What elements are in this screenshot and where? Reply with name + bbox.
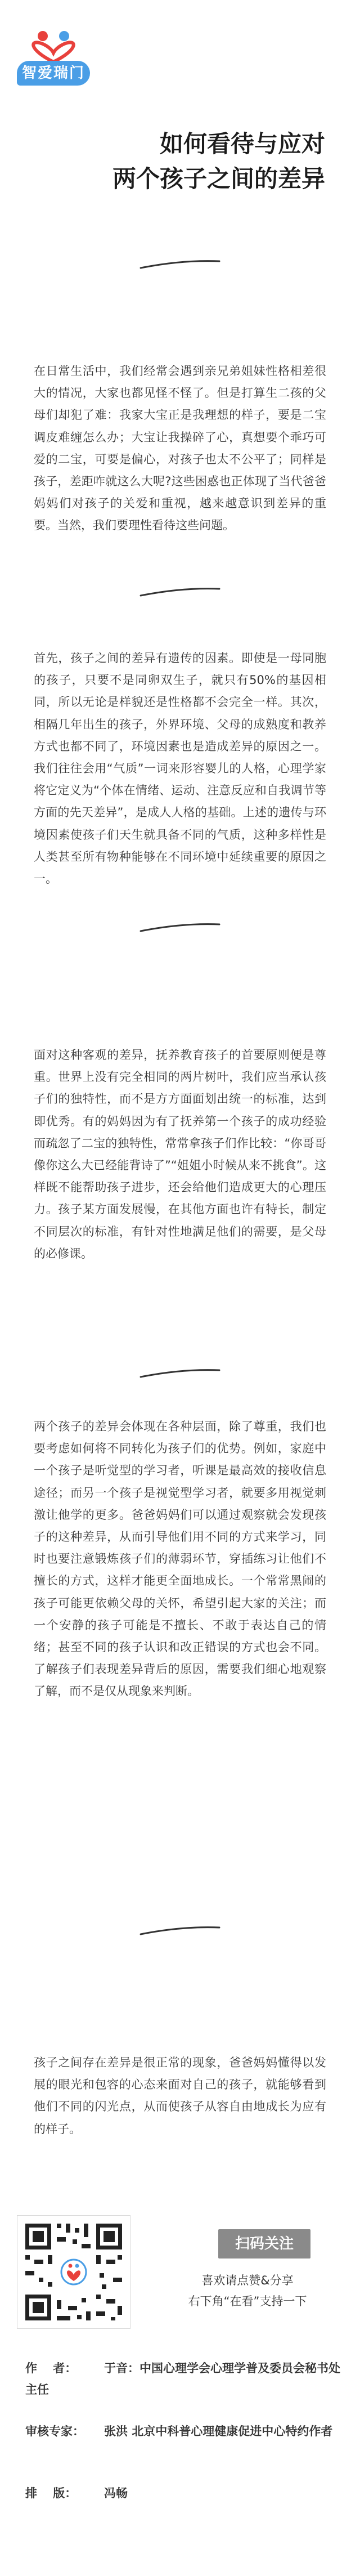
title-line-1: 如何看待与应对 [159, 130, 325, 158]
divider-swoosh [0, 581, 360, 603]
paragraph-conclusion: 孩子之间存在差异是很正常的现象，爸爸妈妈懂得以发展的眼光和包容的心态来面对自己的孩子，就能够看到他们不同的闪光点，从而使孩子从容自由地成长为应有的样子。 [34, 2056, 326, 2136]
scan-follow-badge: 扫码关注 [218, 2229, 310, 2259]
credit-reviewer [25, 2421, 340, 2442]
credit-layout [25, 2483, 340, 2504]
credit-author [25, 2358, 340, 2400]
divider-swoosh [0, 916, 360, 939]
paragraph-advantages: 两个孩子的差异会体现在各种层面，除了尊重，我们也要考虑如何将不同转化为孩子们的优势。例如，家庭中一个孩子是听觉型的学习者，听课是最高效的接收信息途径；而另一个孩子是视觉型学习者，就要多用视觉刺激让他学的更多。爸爸妈妈们可以通过观察就会发现孩子的这种差异，从而引导他们用不同的方式来学习，同时也要注意锻炼孩子们的薄弱环节，穿插练习让他们不擅长的方式，这样才能更全面地成长。一个常常黑闹的孩子可能更依赖父母的关怀，希望引起大家的关注；而一个安静的孩子可能是不擅长、不敢于表达自己的情绪；甚至不同的孩子认识和改正错误的方式也会不同。了解孩子们表现差异背后的原因，需要我们细心地观察了解，而不是仅从现象来判断。 [34, 1420, 326, 1698]
credit-reviewer-value: 张洪 北京中科普心理健康促进中心特约作者 [104, 2425, 333, 2438]
logo-text: 智爱瑞门 [17, 61, 90, 86]
qr-code-icon [17, 2216, 130, 2328]
qr-code[interactable] [17, 2215, 130, 2329]
credit-author-value: 于音：中国心理学会心理学普及委员会秘书处主任 [25, 2362, 340, 2396]
watch-support-text: 右下角“在看”支持一下 [188, 2295, 307, 2308]
paragraph-respect: 面对这种客观的差异，抚养教育孩子的首要原则便是尊重。世界上没有完全相同的两片树叶，我们应当承认孩子们的独特性，而不是方方面面划出统一的标准，达到即优秀。有的妈妈因为有了抚养第一个孩子的成功经验而疏忽了二宝的独特性，常常拿孩子们作比较：“你哥哥像你这么大已经能背诗了”“姐姐小时候从来不挑食”。这样既不能帮助孩子进步，还会给他们造成更大的心理压力。孩子某方面发展慢，在其他方面也许有特长，制定不同层次的标准，有针对性地满足他们的需要，是父母的必修课。 [34, 1048, 326, 1260]
title-line-2: 两个孩子之间的差异 [112, 165, 325, 193]
credit-reviewer-label: 审核专家： [25, 2425, 84, 2438]
paragraph-intro: 在日常生活中，我们经常会遇到亲兄弟姐妹性格相差很大的情况，大家也都见怪不怪了。但是打算生二孩的父母们却犯了难：我家大宝正是我理想的样子，要是二宝调皮难缠怎么办；大宝让我操碎了心，真想要个乖巧可爱的二宝，可要是偏心，对孩子也太不公平了；同样是孩子，差距咋就这么大呢?这些困惑也正体现了当代爸爸妈妈们对孩子的关爱和重视，越来越意识到差异的重要。当然，我们要理性看待这些问题。 [34, 364, 326, 533]
divider-swoosh [0, 253, 360, 276]
paragraph-causes: 首先，孩子之间的差异有遗传的因素。即使是一母同胞的孩子，只要不是同卵双生子，就只有50%的基因相同，所以无论是样貌还是性格都不会完全一样。其次，相隔几年出生的孩子，外界环境、父母的成熟度和教养方式也都不同了，环境因素也是造成差异的原因之一。我们往往会用“气质”一词来形容婴儿的人格，心理学家将它定义为“个体在情绪、运动、注意反应和自我调节等方面的先天差异”，是成人人格的基础。上述的遗传与环境因素使孩子们天生就具备不同的气质，这种多样性是人类甚至所有物种能够在不同环境中延续重要的原因之一。 [34, 651, 326, 886]
divider-swoosh [0, 1362, 360, 1385]
article-title [112, 127, 325, 196]
brand-logo [17, 27, 90, 92]
credit-layout-value: 冯畅 [104, 2486, 128, 2500]
credit-author-label: 作 者： [25, 2362, 77, 2375]
credit-layout-label: 排 版： [25, 2486, 77, 2500]
divider-swoosh [0, 1920, 360, 1942]
like-share-text: 喜欢请点赞&分享 [201, 2274, 294, 2287]
